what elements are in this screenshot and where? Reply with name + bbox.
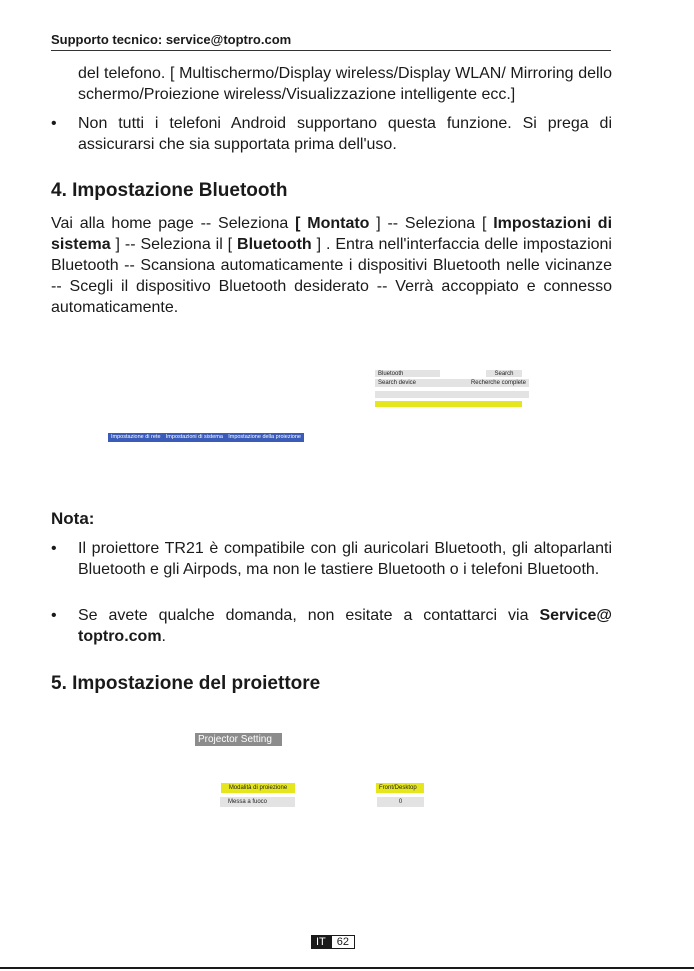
- page-number: 62: [331, 935, 355, 949]
- s4-text-2: ] -- Seleziona [: [376, 215, 487, 232]
- complete-search-label: Recherche complete: [470, 380, 526, 386]
- focus-label[interactable]: Messa a fuoco: [220, 797, 295, 807]
- projection-mode-label[interactable]: Modalità di proiezione: [221, 783, 295, 793]
- footer-rule: [0, 967, 694, 969]
- bluetooth-label: Bluetooth: [375, 370, 440, 377]
- bullet-dot: •: [51, 540, 57, 557]
- section5-title: 5. Impostazione del proiettore: [51, 673, 321, 694]
- s4-bold-system-settings: Impostazioni di sistema: [51, 215, 613, 253]
- s4-text-4: ] . Entra nell'interfaccia delle impostazioni Bluetooth -- Scansiona automaticamente i dispositivi Bluetooth nelle vicinanze -- Scegli il dispositivo Bluetooth desiderato -- Verrà accoppiato e connesso automaticamente.: [51, 236, 612, 316]
- projection-mode-value[interactable]: Front/Desktop: [376, 783, 424, 793]
- support-header: Supporto tecnico: service@toptro.com: [51, 32, 611, 51]
- page-language: IT: [311, 935, 331, 949]
- intro-continuation: del telefono. [ Multischermo/Display wireless/Display WLAN/ Mirroring dello schermo/Proiezione wireless/Visualizzazione intelligente ecc.]: [78, 65, 612, 103]
- menu-network[interactable]: Impostazione di rete: [111, 434, 161, 440]
- intro-bullet: Non tutti i telefoni Android supportano questa funzione. Si prega di assicurarsi che sia supportata prima dell'uso.: [78, 115, 612, 153]
- s4-text-3: ] -- Seleziona il [: [115, 236, 233, 253]
- note-bullet-1: Il proiettore TR21 è compatibile con gli auricolari Bluetooth, gli altoparlanti Bluetooth e gli Airpods, ma non le tastiere Bluetooth o i telefoni Bluetooth.: [78, 540, 612, 578]
- note-bullet-2: [78, 605, 612, 647]
- s4-bold-mounted: [ Montato: [295, 215, 370, 232]
- search-device-row[interactable]: [375, 379, 529, 387]
- support-email-link[interactable]: Service@ toptro.com: [78, 607, 612, 645]
- s4-text-1: Vai alla home page -- Seleziona: [51, 215, 289, 232]
- selected-device-row[interactable]: [375, 401, 522, 407]
- menu-system[interactable]: Impostazioni di sistema: [165, 434, 223, 440]
- search-button[interactable]: Search: [486, 370, 522, 377]
- settings-menu-bar: [108, 433, 304, 442]
- bullet-dot: •: [51, 607, 57, 624]
- section4-title: 4. Impostazione Bluetooth: [51, 180, 288, 201]
- bullet-dot: •: [51, 115, 57, 132]
- section4-paragraph: [51, 213, 612, 318]
- page-number-badge: [311, 935, 355, 949]
- projector-setting-title: Projector Setting: [195, 733, 282, 746]
- note-bullet-2-end: .: [161, 628, 166, 645]
- menu-projection[interactable]: Impostazione della proiezione: [228, 434, 301, 440]
- device-list-row[interactable]: [375, 391, 529, 398]
- s4-bold-bluetooth: Bluetooth: [237, 236, 312, 253]
- search-device-label: Search device: [378, 380, 417, 386]
- focus-value[interactable]: 0: [377, 797, 424, 807]
- note-title: Nota:: [51, 509, 95, 528]
- note-bullet-2-text: Se avete qualche domanda, non esitate a contattarci via: [78, 607, 529, 624]
